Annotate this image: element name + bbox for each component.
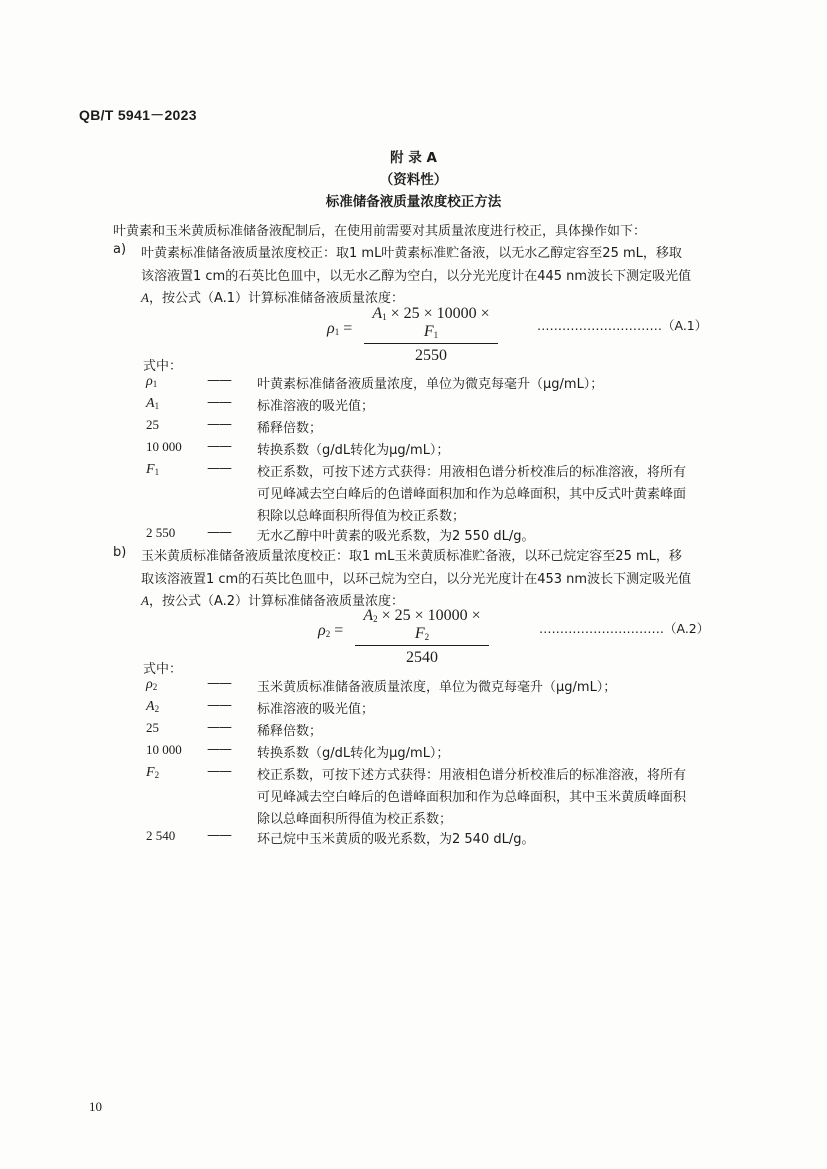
formula-a2-lhs: $\rho_2$ = <box>318 622 344 639</box>
definition-symbol: $\rho_2$ <box>146 677 158 692</box>
definition-symbol: 25 <box>146 720 159 735</box>
section-a-line-3-text: ，按公式（A.1）计算标准储备液质量浓度： <box>148 291 405 306</box>
definition-dash: —— <box>207 417 231 432</box>
definition-text: 积除以总峰面积所得值为校正系数； <box>257 509 466 524</box>
definition-dash: —— <box>207 525 231 540</box>
standard-number: QB/T 5941－2023 <box>79 107 197 123</box>
definition-symbol: $A_2$ <box>146 699 160 714</box>
definition-symbol: 10 000 <box>146 742 182 757</box>
definition-dash: —— <box>207 742 231 757</box>
appendix-label: 附 录 A <box>390 150 437 166</box>
definition-dash: —— <box>207 720 231 735</box>
formula-a1-fraction <box>364 305 498 365</box>
section-b-line-3-text: ，按公式（A.2）计算标准储备液质量浓度： <box>148 594 405 609</box>
definition-text: 标准溶液的吸光值； <box>257 399 375 414</box>
definition-text: 可见峰减去空白峰后的色谱峰面积加和作为总峰面积，其中反式叶黄素峰面 <box>257 487 687 502</box>
definition-dash: —— <box>207 828 231 843</box>
formula-a2-denominator: 2540 <box>406 649 438 666</box>
definition-symbol: 2 550 <box>146 525 176 540</box>
definition-symbol: $F_2$ <box>146 765 160 780</box>
definition-symbol: $\rho_1$ <box>146 374 158 389</box>
section-b-where: 式中： <box>143 662 183 677</box>
section-a-line-3 <box>141 287 404 306</box>
definition-dash: —— <box>207 764 231 779</box>
formula-a1-label: …………………………（A.1） <box>537 318 708 333</box>
formula-a2-fraction <box>355 607 489 667</box>
appendix-nature: （资料性） <box>379 172 448 188</box>
definition-text: 转换系数（g/dL转化为μg/mL）； <box>257 443 450 458</box>
definition-text: 转换系数（g/dL转化为μg/mL）； <box>257 746 450 761</box>
definition-text: 稀释倍数； <box>257 724 323 739</box>
formula-a2-numerator: $A_2 \times 25 \times 10000 \times F_2$ <box>355 607 489 646</box>
definition-text: 无水乙醇中叶黄素的吸光系数，为2 550 dL/g。 <box>257 529 535 544</box>
definition-dash: —— <box>207 461 231 476</box>
definition-text: 玉米黄质标准储备液质量浓度，单位为微克每毫升（μg/mL）； <box>257 680 617 695</box>
definition-symbol: 25 <box>146 417 159 432</box>
intro-paragraph: 叶黄素和玉米黄质标准储备液配制后，在使用前需要对其质量浓度进行校正，具体操作如下： <box>113 224 647 239</box>
formula-a1-denominator: 2550 <box>415 347 447 364</box>
section-a-where: 式中： <box>143 359 183 374</box>
definition-text: 标准溶液的吸光值； <box>257 702 375 717</box>
definition-dash: —— <box>207 439 231 454</box>
definition-text: 环己烷中玉米黄质的吸光系数，为2 540 dL/g。 <box>257 832 535 847</box>
definition-dash: —— <box>207 676 231 691</box>
section-a-marker: a) <box>113 242 127 257</box>
definition-dash: —— <box>207 373 231 388</box>
section-a-line-1: 叶黄素标准储备液质量浓度校正：取1 mL叶黄素标准贮备液，以无水乙醇定容至25 mL，移取 <box>141 246 682 261</box>
formula-a1-lhs: $\rho_1$ = <box>327 320 353 337</box>
section-b-marker: b) <box>113 545 127 560</box>
variable-a: A <box>141 290 149 305</box>
definition-symbol: 10 000 <box>146 439 182 454</box>
section-b-line-2: 取该溶液置1 cm的石英比色皿中，以环己烷为空白，以分光光度计在453 nm波长下测定吸光值 <box>141 572 692 587</box>
definition-text: 校正系数，可按下述方式获得：用液相色谱分析校准后的标准溶液，将所有 <box>257 768 687 783</box>
variable-a: A <box>141 593 149 608</box>
formula-a2-label: …………………………（A.2） <box>539 621 710 636</box>
definition-symbol: 2 540 <box>146 828 176 843</box>
page-number: 10 <box>89 1099 102 1114</box>
definition-dash: —— <box>207 395 231 410</box>
definition-dash: —— <box>207 698 231 713</box>
definition-text: 可见峰减去空白峰后的色谱峰面积加和作为总峰面积，其中玉米黄质峰面积 <box>257 790 687 805</box>
section-b-line-1: 玉米黄质标准储备液质量浓度校正：取1 mL玉米黄质标准贮备液，以环己烷定容至25 mL，移 <box>141 549 682 564</box>
formula-a1-numerator: $A_1 \times 25 \times 10000 \times F_1$ <box>364 305 498 344</box>
definition-symbol: $F_1$ <box>146 462 160 477</box>
definition-text: 稀释倍数； <box>257 421 323 436</box>
definition-text: 除以总峰面积所得值为校正系数； <box>257 812 453 827</box>
definition-text: 叶黄素标准储备液质量浓度，单位为微克每毫升（μg/mL）； <box>257 377 604 392</box>
section-a-line-2: 该溶液置1 cm的石英比色皿中，以无水乙醇为空白，以分光光度计在445 nm波长下测定吸光值 <box>141 269 692 284</box>
definition-symbol: $A_1$ <box>146 396 160 411</box>
definition-text: 校正系数，可按下述方式获得：用液相色谱分析校准后的标准溶液，将所有 <box>257 465 687 480</box>
appendix-title: 标准储备液质量浓度校正方法 <box>325 194 502 210</box>
